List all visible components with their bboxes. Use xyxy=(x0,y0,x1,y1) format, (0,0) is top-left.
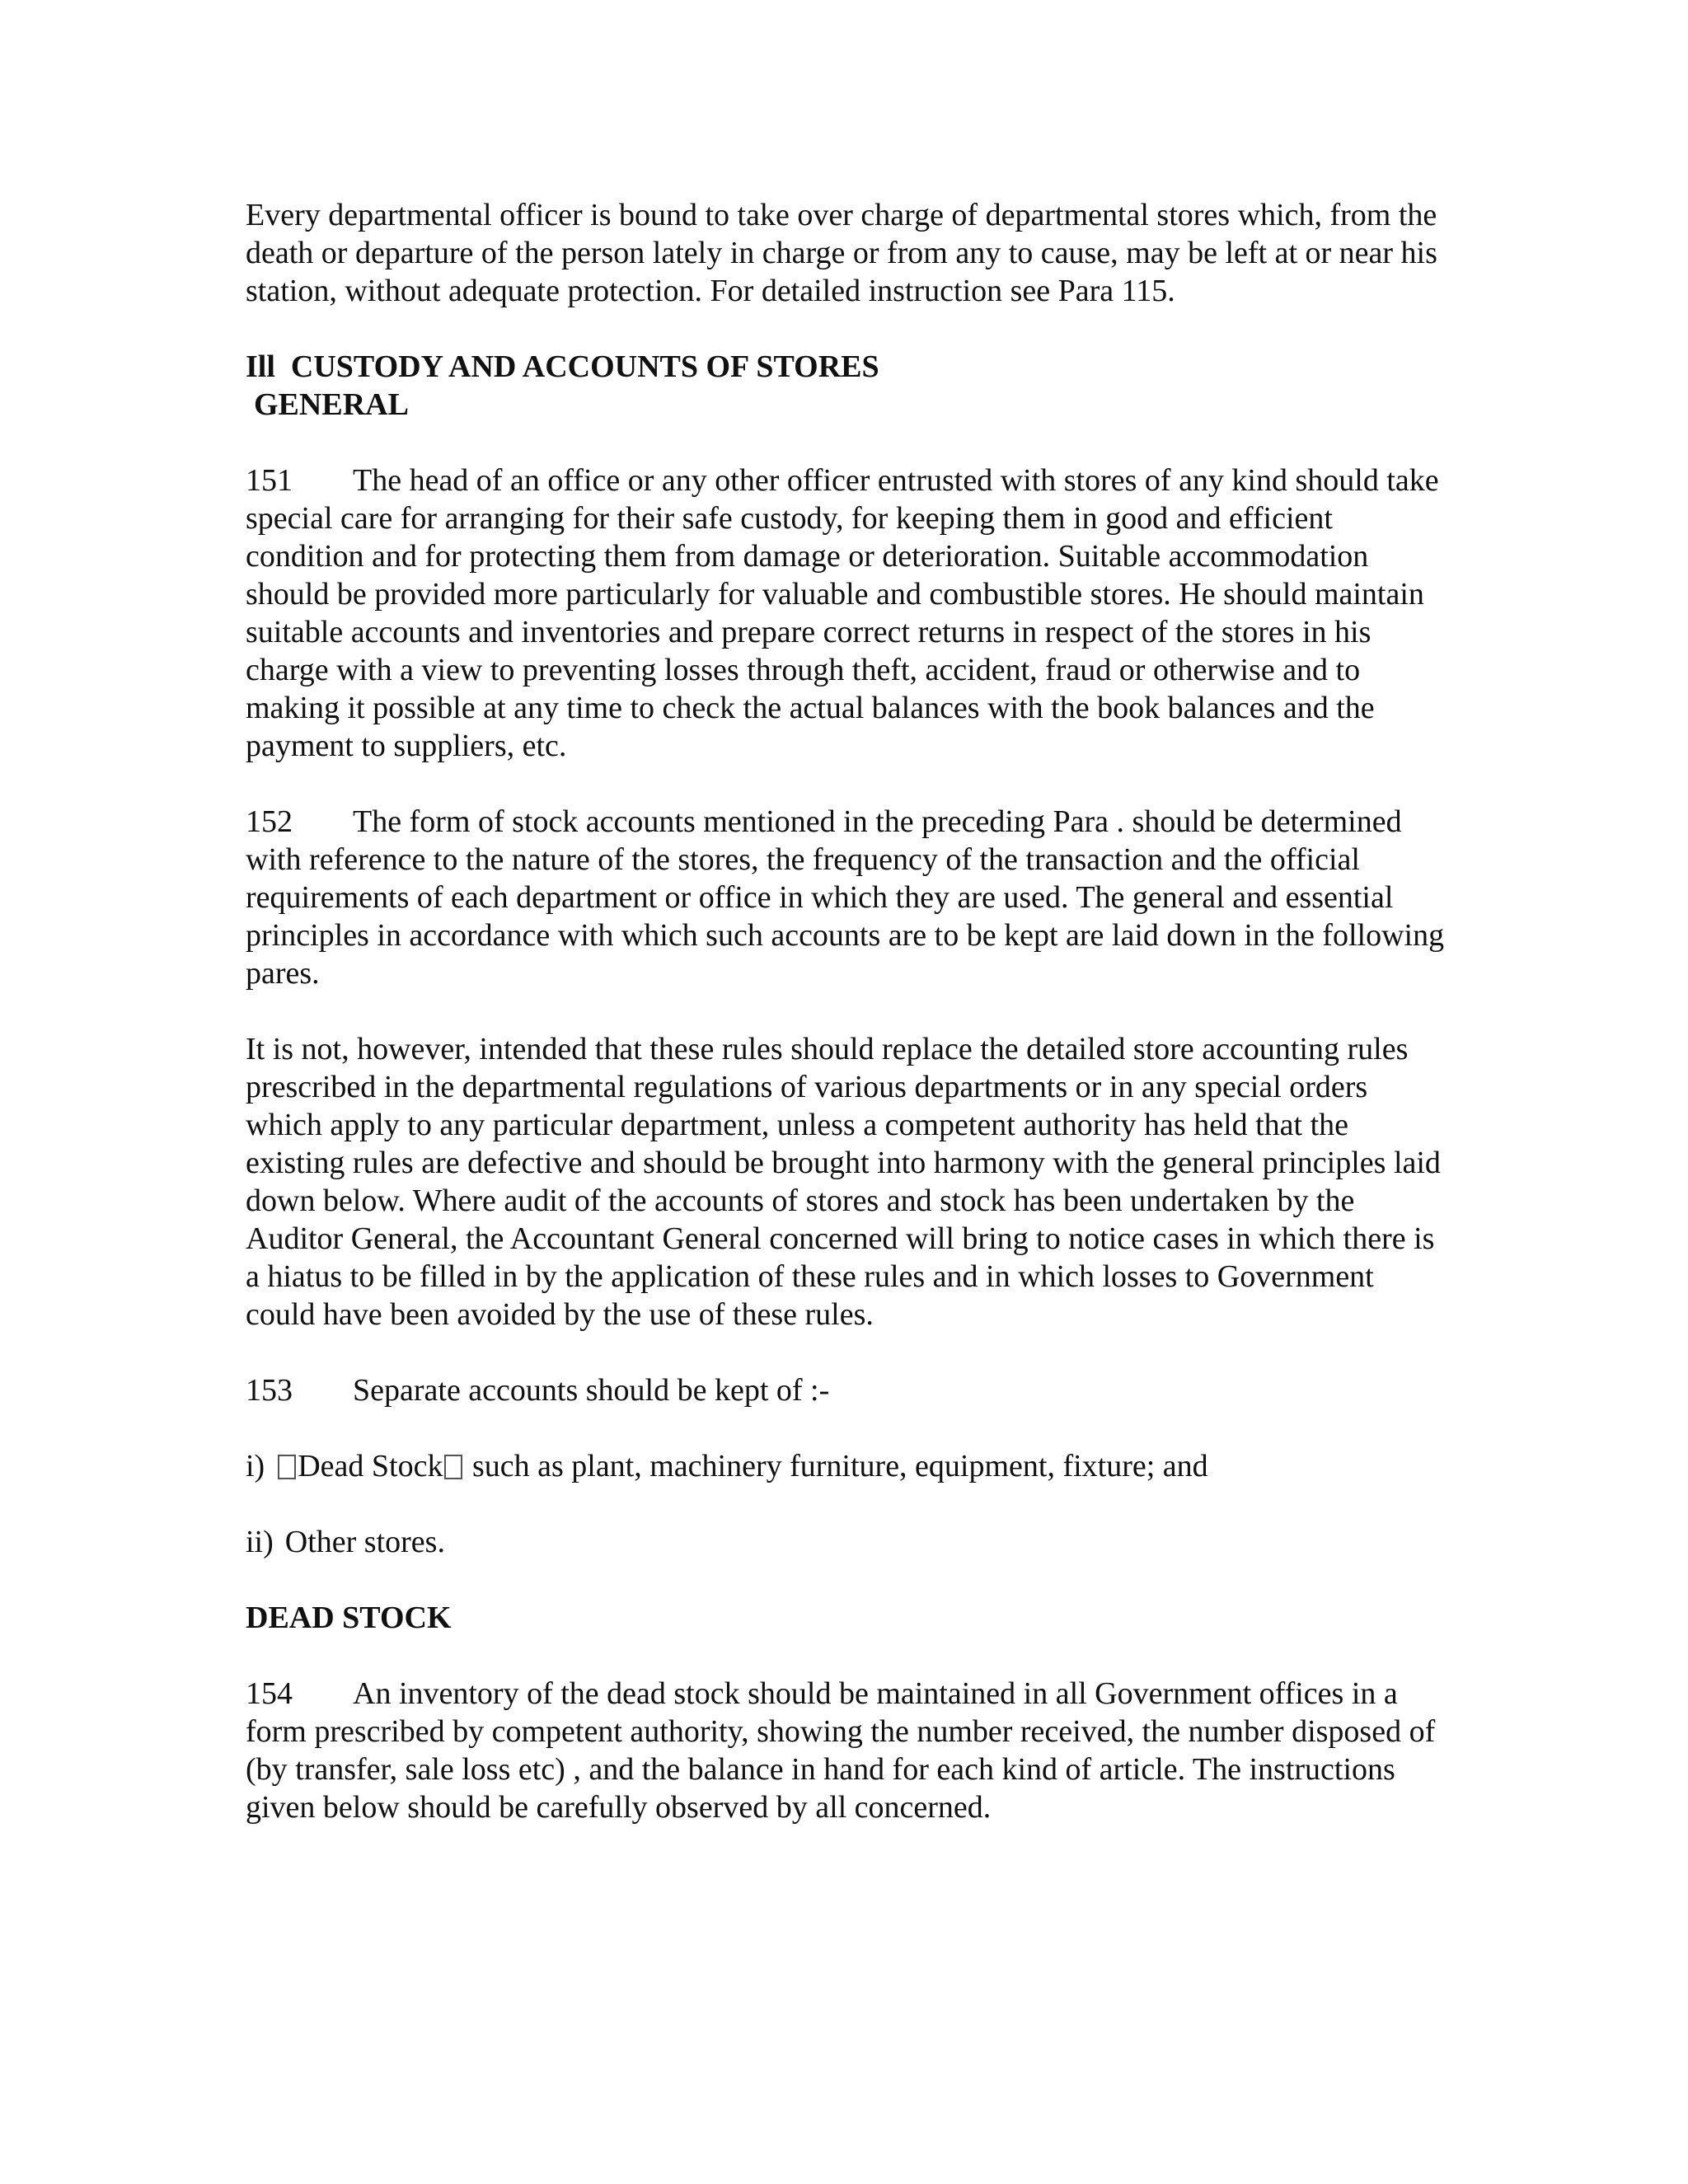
paragraph-text: The head of an office or any other officer entrusted with stores of any kind should take special care for arranging for their safe custody, for keeping them in good and efficient condition and for protecting them from damage or deterioration. Suitable accommodation should be provided more particularly for valuable and combustible stores. He should maintain suitable accounts and inventories and prepare correct returns in respect of the stores in his charge with a view to preventing losses through theft, accident, fraud or otherwise and to making it possible at any time to check the actual balances with the book balances and the payment to suppliers, etc. xyxy=(246,463,1439,763)
paragraph-text: An inventory of the dead stock should be maintained in all Government offices in a form prescribed by competent authority, showing the number received, the number disposed of (by transfer, sale loss etc) , and the balance in hand for each kind of article. The instructions given below should be carefully observed by all concerned. xyxy=(246,1676,1436,1825)
list-item xyxy=(246,1523,1449,1561)
document-page xyxy=(246,196,1449,1864)
list-item xyxy=(246,1447,1449,1485)
dead-stock-heading: DEAD STOCK xyxy=(246,1601,452,1635)
list-item-term: Dead Stock xyxy=(298,1449,443,1483)
paragraph-number: 153 xyxy=(246,1373,293,1408)
missing-glyph-box xyxy=(278,1455,296,1479)
paragraph-152-continued: It is not, however, intended that these rules should replace the detailed store accounting rules prescribed in the departmental regulations of various departments or in any special orders which apply to any particular department, unless a competent authority has held that the existing rules are defective and should be brought into harmony with the general principles laid down below. Where audit of the accounts of stores and stock has been undertaken by the Auditor General, the Accountant General concerned will bring to notice cases in which there is a hiatus to be filled in by the application of these rules and in which losses to Government could have been avoided by the use of these rules. xyxy=(246,1032,1441,1332)
paragraph-153 xyxy=(246,1371,1449,1409)
paragraph-text: Separate accounts should be kept of :- xyxy=(353,1373,830,1408)
paragraph-number: 152 xyxy=(246,804,293,839)
list-item-label: i) xyxy=(246,1449,265,1483)
paragraph-number: 154 xyxy=(246,1676,293,1711)
paragraph-152 xyxy=(246,803,1449,992)
section-heading-line2: GENERAL xyxy=(254,387,409,422)
missing-glyph-box xyxy=(444,1455,462,1479)
list-item-text: Other stores. xyxy=(284,1525,445,1559)
section-heading xyxy=(246,348,1449,424)
paragraph-154 xyxy=(246,1675,1449,1826)
section-heading-line1: Ill CUSTODY AND ACCOUNTS OF STORES xyxy=(246,349,879,384)
paragraph-151 xyxy=(246,462,1449,765)
paragraph-number: 151 xyxy=(246,463,293,498)
paragraph-text: The form of stock accounts mentioned in the preceding Para . should be determined with reference to the nature of the stores, the frequency of the transaction and the official requirements of each department or office in which they are used. The general and essential principles in accordance with which such accounts are to be kept are laid down in the following pares. xyxy=(246,804,1445,991)
list-item-text: such as plant, machinery furniture, equipment, fixture; and xyxy=(464,1449,1208,1483)
intro-paragraph: Every departmental officer is bound to take over charge of departmental stores which, from the death or departure of the person lately in charge or from any to cause, may be left at or near his station, without adequate protection. For detailed instruction see Para 115. xyxy=(246,198,1437,308)
list-item-label: ii) xyxy=(246,1525,274,1559)
